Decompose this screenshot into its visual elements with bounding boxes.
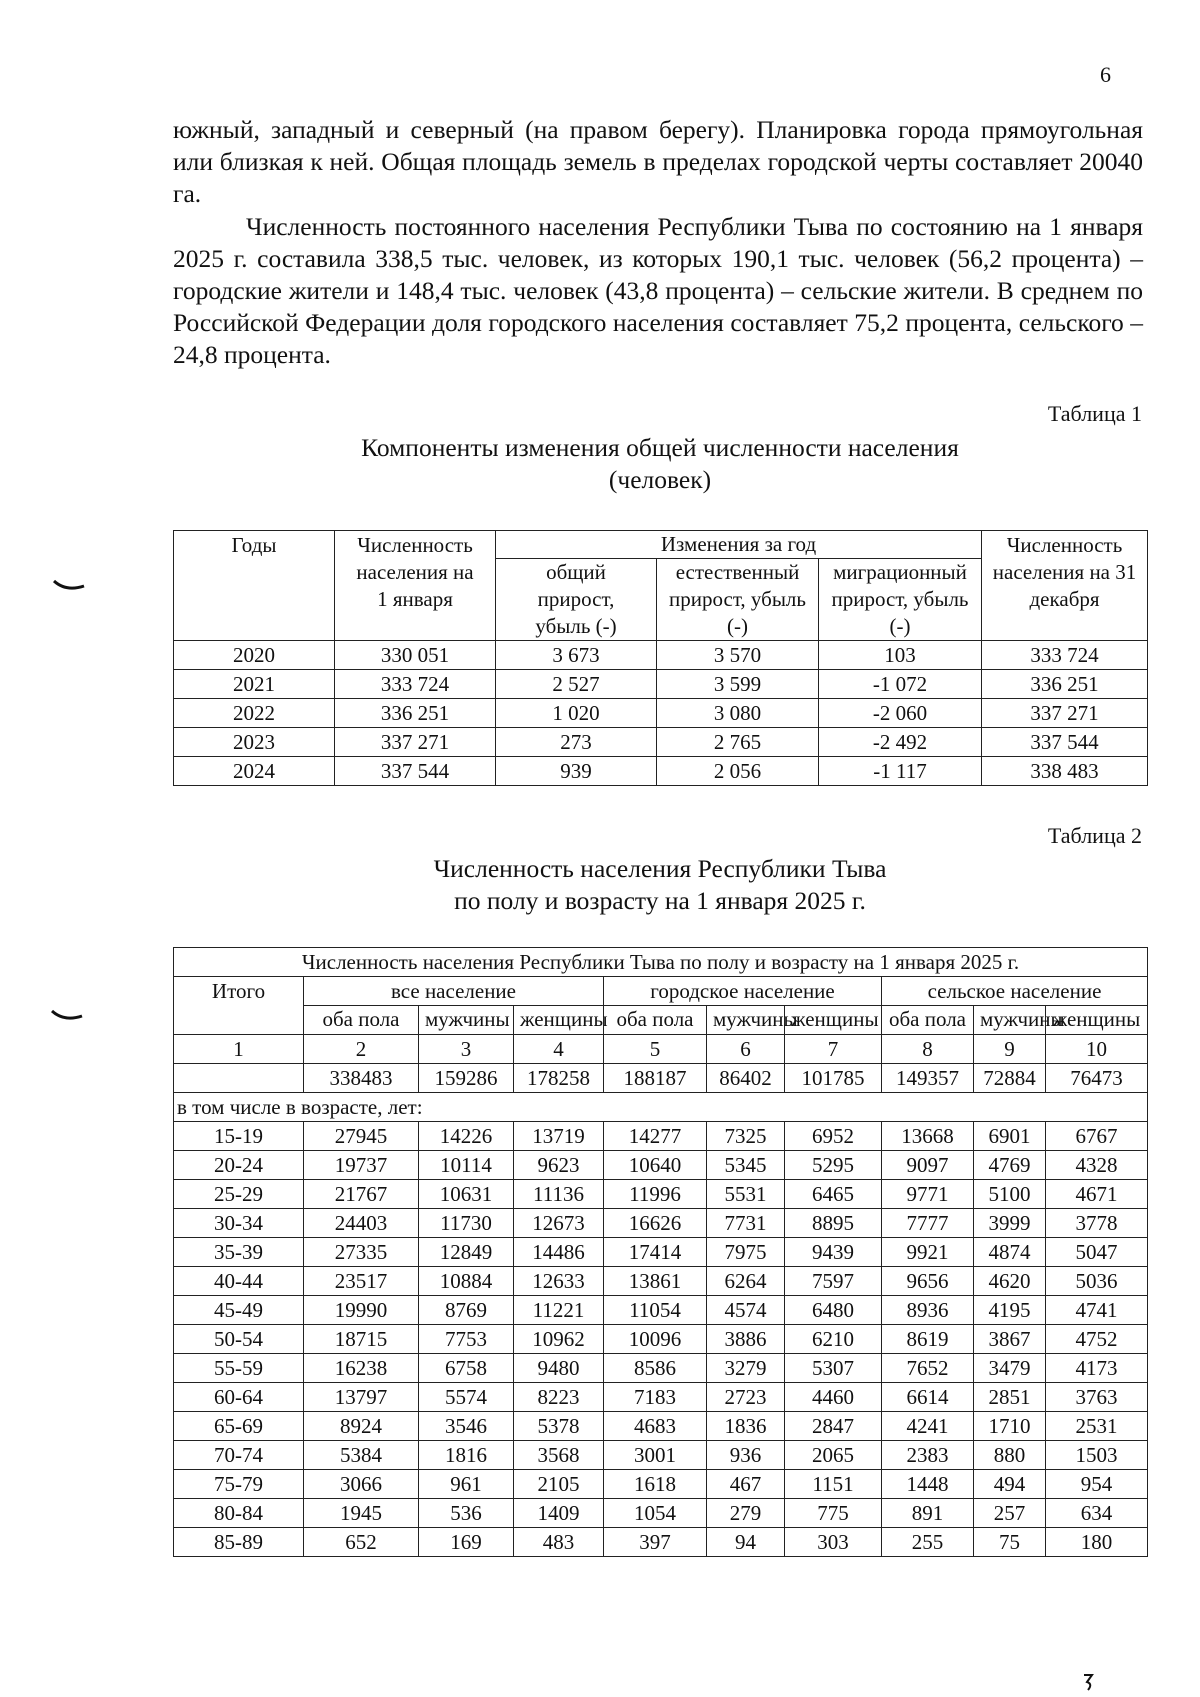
table-cell: 4752	[1046, 1325, 1148, 1354]
table-cell: 652	[304, 1528, 419, 1557]
table-cell: 2383	[882, 1441, 974, 1470]
table-cell: 11221	[514, 1296, 604, 1325]
table-cell: 1710	[974, 1412, 1046, 1441]
column-number-cell: 6	[707, 1035, 785, 1064]
table-cell: 2065	[785, 1441, 882, 1470]
table-cell: 1151	[785, 1470, 882, 1499]
column-number-cell: 9	[974, 1035, 1046, 1064]
table-cell: 13797	[304, 1383, 419, 1412]
table-cell: 255	[882, 1528, 974, 1557]
table-cell: 333 724	[335, 670, 496, 699]
table-cell: 5295	[785, 1151, 882, 1180]
table-cell: 3568	[514, 1441, 604, 1470]
table-row	[174, 757, 1148, 786]
column-number-cell: 8	[882, 1035, 974, 1064]
table-cell: 4195	[974, 1296, 1046, 1325]
subheader-cell: мужчины	[419, 1006, 514, 1035]
table-cell: 14486	[514, 1238, 604, 1267]
table-cell: 1448	[882, 1470, 974, 1499]
table-row	[174, 1238, 1148, 1267]
subheader-cell: оба пола	[882, 1006, 974, 1035]
column-number-cell: 2	[304, 1035, 419, 1064]
table-row	[174, 670, 1148, 699]
table-row	[174, 1209, 1148, 1238]
table-row	[174, 1122, 1148, 1151]
table-cell: 4741	[1046, 1296, 1148, 1325]
table-cell: 14277	[604, 1122, 707, 1151]
table-cell: 2022	[174, 699, 335, 728]
table-cell: 8895	[785, 1209, 882, 1238]
table-cell: 23517	[304, 1267, 419, 1296]
table-cell: 1816	[419, 1441, 514, 1470]
column-number-cell: 3	[419, 1035, 514, 1064]
table-cell: 397	[604, 1528, 707, 1557]
subheader-cell: женщины	[514, 1006, 604, 1035]
population-age-sex-table	[173, 947, 1148, 1557]
table-cell: 3 080	[657, 699, 819, 728]
table-2-title-line-1: Численность населения Республики Тыва	[433, 854, 887, 883]
header-natural-growth: естественный прирост, убыль (-)	[657, 559, 819, 641]
table-row	[174, 1441, 1148, 1470]
table-cell: 6465	[785, 1180, 882, 1209]
table-row	[174, 641, 1148, 670]
table-cell: 336 251	[335, 699, 496, 728]
table-cell: 483	[514, 1528, 604, 1557]
header-migration-growth: миграционный прирост, убыль (-)	[819, 559, 982, 641]
table-cell: 16626	[604, 1209, 707, 1238]
header-all-population: все население	[304, 977, 604, 1006]
table-cell: 35-39	[174, 1238, 304, 1267]
table-2-title-line-2: по полу и возрасту на 1 января 2025 г.	[454, 886, 866, 915]
subheader-cell: женщины	[1046, 1006, 1148, 1035]
table-cell: 6264	[707, 1267, 785, 1296]
table-cell: 3867	[974, 1325, 1046, 1354]
table-cell: 7777	[882, 1209, 974, 1238]
table-cell: 6480	[785, 1296, 882, 1325]
table-cell: 337 271	[982, 699, 1148, 728]
table-row	[174, 1470, 1148, 1499]
table-cell: 85-89	[174, 1528, 304, 1557]
table-cell: 6952	[785, 1122, 882, 1151]
column-number-cell: 5	[604, 1035, 707, 1064]
total-cell: 76473	[1046, 1064, 1148, 1093]
table-cell: 961	[419, 1470, 514, 1499]
header-total: Итого	[174, 977, 304, 1035]
table-cell: 337 544	[982, 728, 1148, 757]
table-cell: 8586	[604, 1354, 707, 1383]
table-cell: 13668	[882, 1122, 974, 1151]
table-cell: 20-24	[174, 1151, 304, 1180]
table-cell: 11996	[604, 1180, 707, 1209]
header-total-growth: общий прирост, убыль (-)	[496, 559, 657, 641]
table-cell: 9656	[882, 1267, 974, 1296]
table-cell: 169	[419, 1528, 514, 1557]
table-cell: 10096	[604, 1325, 707, 1354]
table-cell: 3999	[974, 1209, 1046, 1238]
total-cell: 72884	[974, 1064, 1046, 1093]
table-cell: 338 483	[982, 757, 1148, 786]
header-rural-population: сельское население	[882, 977, 1148, 1006]
margin-mark-1	[52, 578, 88, 594]
paragraph-1: южный, западный и северный (на правом берегу). Планировка города прямоугольная или близкая к ней. Общая площадь земель в пределах городской черты составляет 20040 га.	[173, 115, 1143, 208]
table-cell: 10640	[604, 1151, 707, 1180]
table-cell: 7753	[419, 1325, 514, 1354]
table-cell: 8223	[514, 1383, 604, 1412]
table-cell: 3546	[419, 1412, 514, 1441]
table-cell: 11054	[604, 1296, 707, 1325]
table-cell: 12849	[419, 1238, 514, 1267]
table-cell: 180	[1046, 1528, 1148, 1557]
column-number-cell: 4	[514, 1035, 604, 1064]
table-cell: 5531	[707, 1180, 785, 1209]
table-cell: 1 020	[496, 699, 657, 728]
table-cell: 1503	[1046, 1441, 1148, 1470]
total-cell	[174, 1064, 304, 1093]
table-cell: 5047	[1046, 1238, 1148, 1267]
table-cell: 65-69	[174, 1412, 304, 1441]
table-row	[174, 1528, 1148, 1557]
table-cell: 24403	[304, 1209, 419, 1238]
table-cell: 303	[785, 1528, 882, 1557]
table-cell: 4460	[785, 1383, 882, 1412]
table-cell: 3778	[1046, 1209, 1148, 1238]
table-cell: 13861	[604, 1267, 707, 1296]
table-cell: 7652	[882, 1354, 974, 1383]
table-cell: 9097	[882, 1151, 974, 1180]
table-cell: 6901	[974, 1122, 1046, 1151]
table-cell: 16238	[304, 1354, 419, 1383]
table-cell: 257	[974, 1499, 1046, 1528]
table-cell: 2 527	[496, 670, 657, 699]
header-urban-population: городское население	[604, 977, 882, 1006]
table-cell: 10114	[419, 1151, 514, 1180]
table-cell: 40-44	[174, 1267, 304, 1296]
table-cell: 19737	[304, 1151, 419, 1180]
table-cell: 3479	[974, 1354, 1046, 1383]
table-cell: -1 117	[819, 757, 982, 786]
table-cell: 19990	[304, 1296, 419, 1325]
table-cell: 18715	[304, 1325, 419, 1354]
table-cell: 880	[974, 1441, 1046, 1470]
table-row	[174, 1180, 1148, 1209]
table-cell: 13719	[514, 1122, 604, 1151]
table-cell: 45-49	[174, 1296, 304, 1325]
total-cell: 101785	[785, 1064, 882, 1093]
table-cell: 10962	[514, 1325, 604, 1354]
table-cell: 2531	[1046, 1412, 1148, 1441]
table-cell: 27945	[304, 1122, 419, 1151]
table-cell: 939	[496, 757, 657, 786]
table-cell: 75	[974, 1528, 1046, 1557]
table-cell: 2105	[514, 1470, 604, 1499]
page-number: 6	[1100, 62, 1111, 87]
table-cell: 9439	[785, 1238, 882, 1267]
table-cell: -1 072	[819, 670, 982, 699]
table-cell: 1054	[604, 1499, 707, 1528]
table-cell: 2723	[707, 1383, 785, 1412]
total-cell: 338483	[304, 1064, 419, 1093]
table-cell: 1618	[604, 1470, 707, 1499]
table-cell: 936	[707, 1441, 785, 1470]
table-row	[174, 699, 1148, 728]
table-2-label: Таблица 2	[1047, 823, 1142, 848]
total-cell: 149357	[882, 1064, 974, 1093]
table-cell: 10884	[419, 1267, 514, 1296]
total-cell: 188187	[604, 1064, 707, 1093]
table-cell: 2 056	[657, 757, 819, 786]
table-cell: 2024	[174, 757, 335, 786]
table-row	[174, 1151, 1148, 1180]
table-cell: 5574	[419, 1383, 514, 1412]
table-row	[174, 1499, 1148, 1528]
table-cell: 5384	[304, 1441, 419, 1470]
table-2-caption: Численность населения Республики Тыва по полу и возрасту на 1 января 2025 г.	[174, 948, 1148, 977]
table-cell: 8924	[304, 1412, 419, 1441]
table-cell: 8769	[419, 1296, 514, 1325]
table-cell: 9480	[514, 1354, 604, 1383]
table-cell: 8936	[882, 1296, 974, 1325]
total-cell: 86402	[707, 1064, 785, 1093]
table-cell: 12673	[514, 1209, 604, 1238]
table-1-title	[160, 432, 1160, 496]
table-cell: 94	[707, 1528, 785, 1557]
table-cell: 4874	[974, 1238, 1046, 1267]
header-pop-end: Численность населения на 31 декабря	[982, 531, 1148, 641]
table-cell: 6767	[1046, 1122, 1148, 1151]
table-cell: 70-74	[174, 1441, 304, 1470]
total-cell: 159286	[419, 1064, 514, 1093]
table-cell: 6758	[419, 1354, 514, 1383]
table-cell: 775	[785, 1499, 882, 1528]
table-cell: 333 724	[982, 641, 1148, 670]
table-cell: 5345	[707, 1151, 785, 1180]
table-cell: 2 765	[657, 728, 819, 757]
table-cell: 5307	[785, 1354, 882, 1383]
table-cell: 2847	[785, 1412, 882, 1441]
table-cell: 50-54	[174, 1325, 304, 1354]
corner-mark	[1082, 1672, 1096, 1692]
table-cell: 4683	[604, 1412, 707, 1441]
table-cell: 15-19	[174, 1122, 304, 1151]
table-cell: 954	[1046, 1470, 1148, 1499]
table-cell: 11136	[514, 1180, 604, 1209]
table-cell: 1945	[304, 1499, 419, 1528]
table-cell: 80-84	[174, 1499, 304, 1528]
table-cell: 2023	[174, 728, 335, 757]
table-cell: 9623	[514, 1151, 604, 1180]
table-cell: 5036	[1046, 1267, 1148, 1296]
table-cell: 4671	[1046, 1180, 1148, 1209]
table-cell: 336 251	[982, 670, 1148, 699]
table-row	[174, 1412, 1148, 1441]
paragraph-2: Численность постоянного населения Республики Тыва по состоянию на 1 января 2025 г. составила 338,5 тыс. человек, из которых 190,1 тыс. человек (56,2 процента) – городские жители и 148,4 тыс. человек (43,8 процента) – сельские жители. В среднем по Российской Федерации доля городского населения составляет 75,2 процента, сельского – 24,8 процента.	[173, 212, 1143, 369]
table-cell: 3 570	[657, 641, 819, 670]
table-cell: 7975	[707, 1238, 785, 1267]
table-cell: 2021	[174, 670, 335, 699]
table-cell: 30-34	[174, 1209, 304, 1238]
table-cell: 273	[496, 728, 657, 757]
table-cell: 467	[707, 1470, 785, 1499]
table-1-title-line-2: (человек)	[608, 465, 712, 494]
table-cell: 7325	[707, 1122, 785, 1151]
table-cell: 5378	[514, 1412, 604, 1441]
table-cell: 9921	[882, 1238, 974, 1267]
table-cell: 55-59	[174, 1354, 304, 1383]
margin-mark-2	[50, 1008, 86, 1024]
subheader-cell: оба пола	[604, 1006, 707, 1035]
column-number-cell: 1	[174, 1035, 304, 1064]
age-caption: в том числе в возрасте, лет:	[174, 1093, 1148, 1122]
table-row	[174, 1325, 1148, 1354]
table-cell: 17414	[604, 1238, 707, 1267]
table-cell: 5100	[974, 1180, 1046, 1209]
header-years: Годы	[174, 531, 335, 641]
table-cell: 3763	[1046, 1383, 1148, 1412]
total-cell: 178258	[514, 1064, 604, 1093]
table-cell: 279	[707, 1499, 785, 1528]
subheader-cell: оба пола	[304, 1006, 419, 1035]
table-cell: 4173	[1046, 1354, 1148, 1383]
table-1-label: Таблица 1	[1047, 401, 1142, 426]
column-number-cell: 7	[785, 1035, 882, 1064]
table-row	[174, 1383, 1148, 1412]
table-cell: 1409	[514, 1499, 604, 1528]
table-cell: -2 492	[819, 728, 982, 757]
table-cell: 14226	[419, 1122, 514, 1151]
table-1-title-line-1: Компоненты изменения общей численности населения	[361, 433, 959, 462]
header-pop-start: Численность населения на 1 января	[335, 531, 496, 641]
table-cell: 1836	[707, 1412, 785, 1441]
table-cell: 330 051	[335, 641, 496, 670]
population-change-table	[173, 530, 1148, 786]
table-cell: 4620	[974, 1267, 1046, 1296]
table-cell: 7183	[604, 1383, 707, 1412]
table-row	[174, 1354, 1148, 1383]
table-cell: 4241	[882, 1412, 974, 1441]
table-cell: 4328	[1046, 1151, 1148, 1180]
table-cell: 891	[882, 1499, 974, 1528]
table-cell: 10631	[419, 1180, 514, 1209]
table-cell: 3 599	[657, 670, 819, 699]
table-cell: 536	[419, 1499, 514, 1528]
table-cell: 27335	[304, 1238, 419, 1267]
table-cell: 11730	[419, 1209, 514, 1238]
table-cell: 4769	[974, 1151, 1046, 1180]
table-cell: 8619	[882, 1325, 974, 1354]
table-cell: 3 673	[496, 641, 657, 670]
table-cell: 4574	[707, 1296, 785, 1325]
column-number-cell: 10	[1046, 1035, 1148, 1064]
table-2-title	[160, 853, 1160, 917]
subheader-cell: мужчины	[707, 1006, 785, 1035]
table-cell: 337 271	[335, 728, 496, 757]
table-cell: 60-64	[174, 1383, 304, 1412]
table-cell: 7597	[785, 1267, 882, 1296]
table-cell: 21767	[304, 1180, 419, 1209]
table-row	[174, 1267, 1148, 1296]
table-row	[174, 728, 1148, 757]
table-cell: 2851	[974, 1383, 1046, 1412]
table-cell: 3001	[604, 1441, 707, 1470]
table-cell: 3279	[707, 1354, 785, 1383]
table-cell: 9771	[882, 1180, 974, 1209]
table-cell: 3886	[707, 1325, 785, 1354]
table-cell: -2 060	[819, 699, 982, 728]
header-changes: Изменения за год	[496, 531, 982, 559]
table-cell: 75-79	[174, 1470, 304, 1499]
table-cell: 337 544	[335, 757, 496, 786]
table-cell: 6614	[882, 1383, 974, 1412]
table-cell: 103	[819, 641, 982, 670]
table-cell: 2020	[174, 641, 335, 670]
table-cell: 25-29	[174, 1180, 304, 1209]
table-cell: 6210	[785, 1325, 882, 1354]
subheader-cell: мужчины	[974, 1006, 1046, 1035]
table-cell: 12633	[514, 1267, 604, 1296]
table-row	[174, 1296, 1148, 1325]
table-cell: 494	[974, 1470, 1046, 1499]
subheader-cell: женщины	[785, 1006, 882, 1035]
table-cell: 634	[1046, 1499, 1148, 1528]
table-cell: 3066	[304, 1470, 419, 1499]
table-cell: 7731	[707, 1209, 785, 1238]
